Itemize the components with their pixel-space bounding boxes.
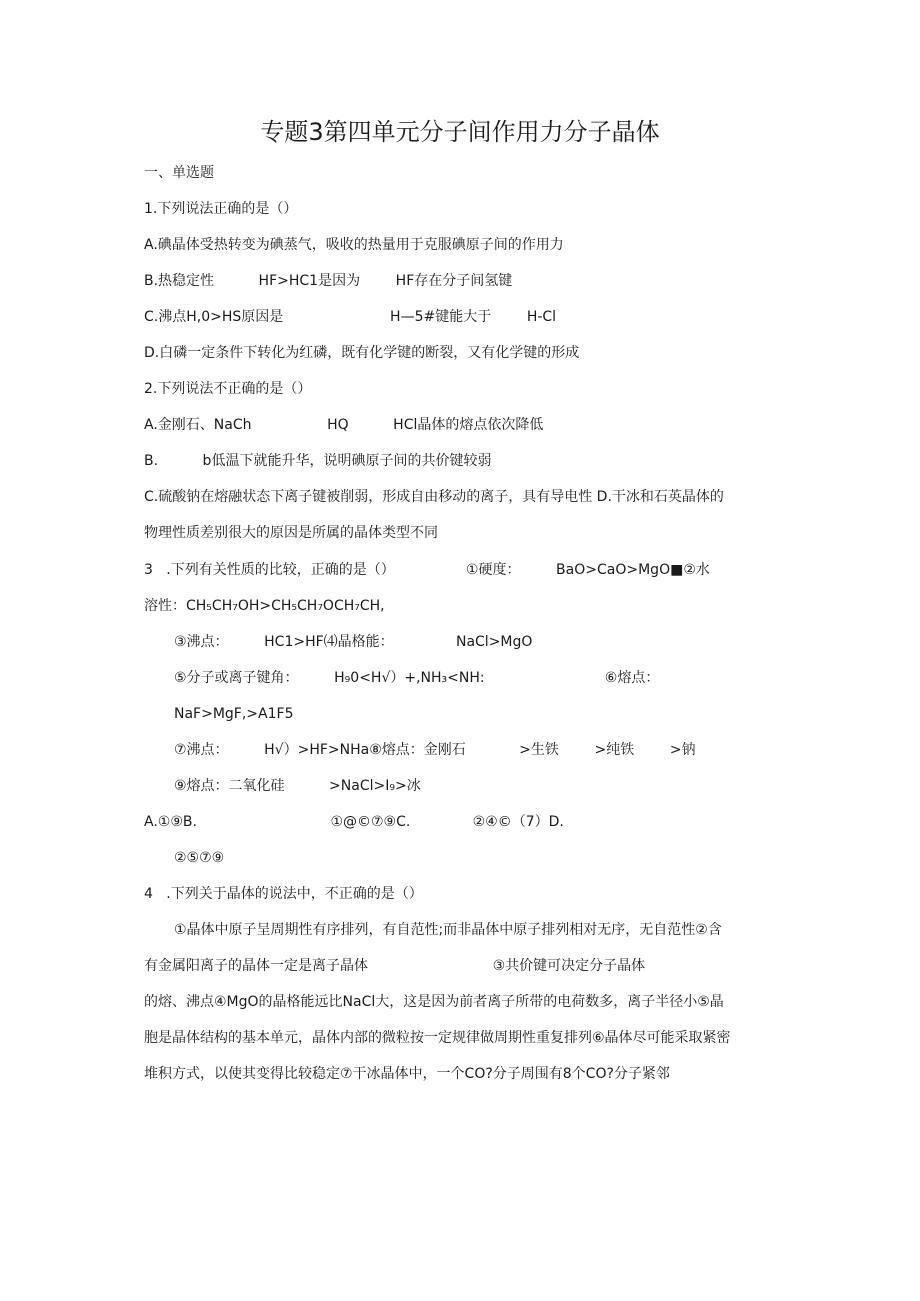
question-1-option-b: B.热稳定性 HF>HC1是因为 HF存在分子间氢键: [144, 273, 513, 289]
question-2-option-d-cont: 物理性质差别很大的原因是所属的晶体类型不同: [144, 525, 438, 541]
document-title: 专题3第四单元分子间作用力分子晶体: [260, 118, 660, 146]
question-3-item-9: ⑨熔点：二氧化硅 >NaCl>I₉>冰: [174, 778, 421, 794]
question-4-stem: 4 .下列关于晶体的说法中，不正确的是（）: [144, 886, 423, 902]
question-2-option-b: B. b低温下就能升华，说明碘原子间的共价键较弱: [144, 453, 492, 469]
question-3-item-3-4: ③沸点： HC1>HF⑷晶格能： NaCl>MgO: [174, 634, 533, 650]
question-4-body-line-2: 有金属阳离子的晶体一定是离子晶体 ③共价键可决定分子晶体: [144, 958, 646, 974]
question-4-body-line-3: 的熔、沸点④MgO的晶格能远比NaCl大，这是因为前者离子所带的电荷数多，离子半径小⑤晶: [144, 994, 724, 1010]
question-3-choice-d: ②⑤⑦⑨: [174, 850, 225, 866]
question-4-body-line-1: ①晶体中原子呈周期性有序排列，有自范性;而非晶体中原子排列相对无序，无自范性②含: [174, 922, 722, 938]
question-1-option-d: D.白磷一定条件下转化为红磷，既有化学键的断裂，又有化学键的形成: [144, 345, 580, 361]
question-1-stem: 1.下列说法正确的是（）: [144, 201, 298, 217]
question-3-choices: A.①⑨B. ①@©⑦⑨C. ②④©（7）D.: [144, 814, 564, 830]
question-3-stem: 3 .下列有关性质的比较，正确的是（） ①硬度： BaO>CaO>MgO■②水: [144, 562, 710, 578]
question-2-stem: 2.下列说法不正确的是（）: [144, 381, 312, 397]
section-heading: 一、单选题: [144, 165, 214, 181]
question-2-option-a: A.金刚石、NaCh HQ HCl晶体的熔点依次降低: [144, 417, 544, 433]
question-3-item-5-6: ⑤分子或离子键角： H₉0<H√）+,NH₃<NH: ⑥熔点：: [174, 670, 660, 686]
question-4-body-line-5: 堆积方式，以使其变得比较稳定⑦干冰晶体中，一个CO?分子周围有8个CO?分子紧邻: [144, 1066, 670, 1082]
question-3-item-7-8: ⑦沸点： H√）>HF>NHa⑧熔点：金刚石 >生铁 >纯铁 >钠: [174, 742, 696, 758]
question-3-item-2: 溶性：CH₅CH₇OH>CH₅CH₇OCH₇CH,: [144, 598, 385, 614]
question-4-body-line-4: 胞是晶体结构的基本单元，晶体内部的微粒按一定规律做周期性重复排列⑥晶体尽可能采取紧密: [144, 1030, 731, 1046]
question-3-item-6-cont: NaF>MgF,>A1F5: [174, 706, 294, 722]
question-1-option-a: A.碘晶体受热转变为碘蒸气，吸收的热量用于克服碘原子间的作用力: [144, 237, 564, 253]
question-1-option-c: C.沸点H,0>HS原因是 H—5#键能大于 H-Cl: [144, 309, 557, 325]
question-2-option-c: C.硫酸钠在熔融状态下离子键被削弱，形成自由移动的离子，具有导电性 D.干冰和石英晶体的: [144, 489, 724, 505]
